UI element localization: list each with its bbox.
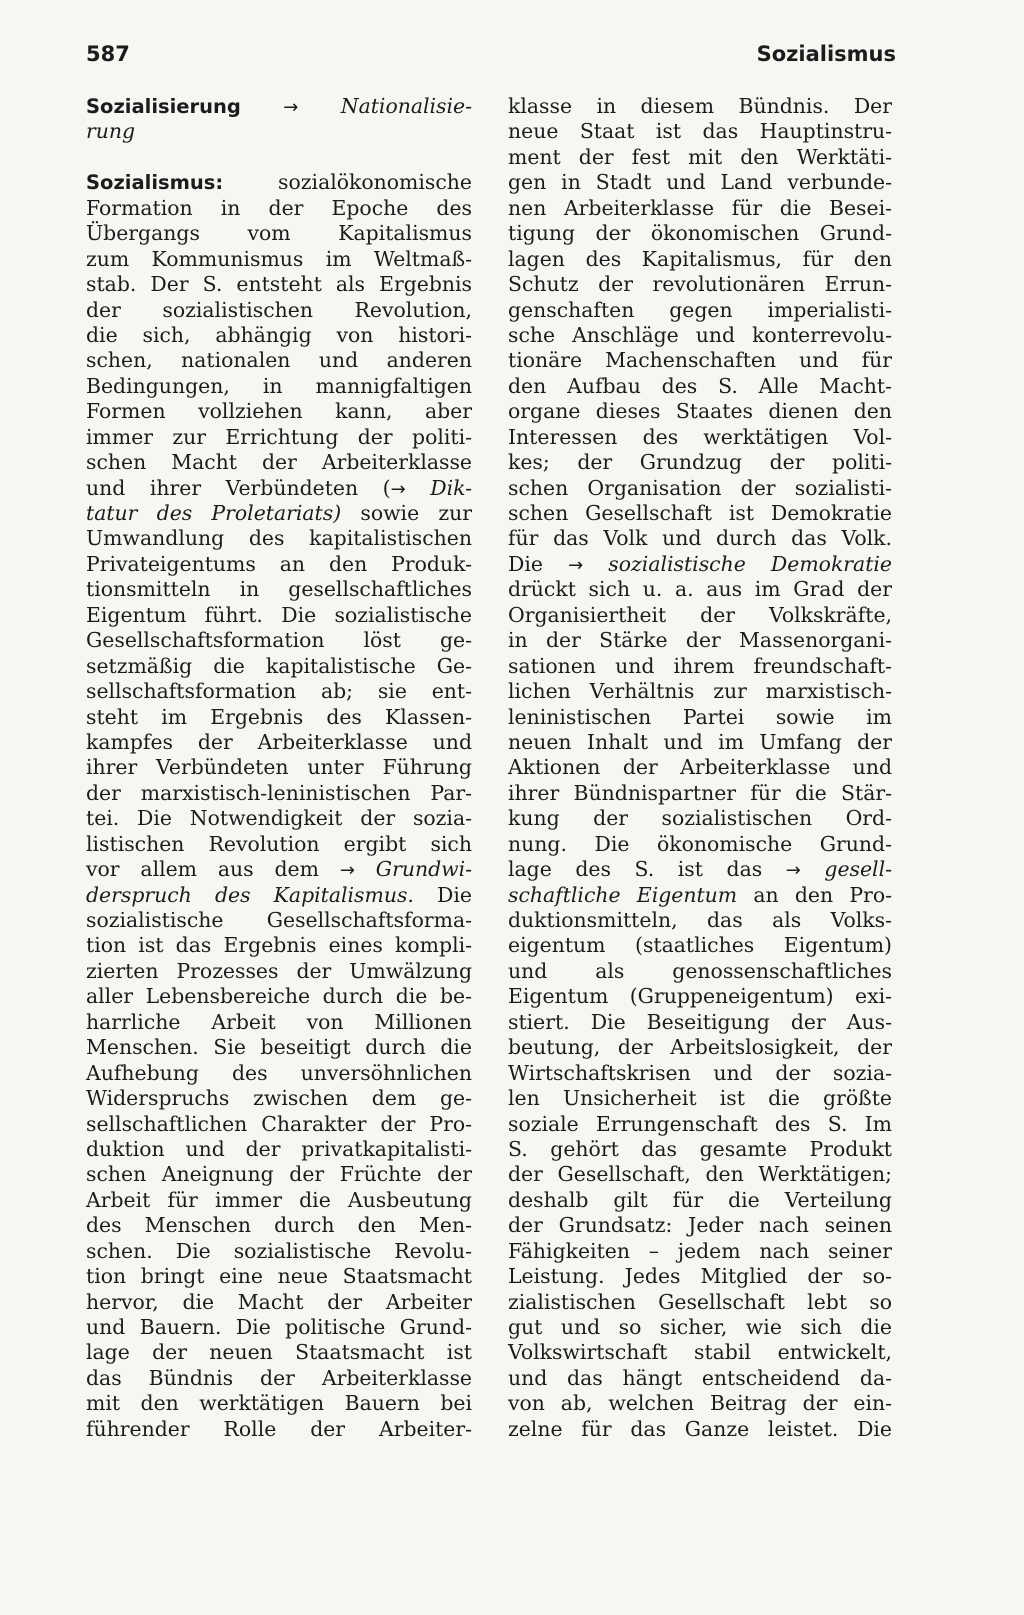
text-line <box>508 781 892 806</box>
text-segment: Volkswirtschaft stabil entwickelt, <box>508 1340 892 1365</box>
text-segment: stab. Der S. entsteht als Ergebnis <box>86 272 472 297</box>
text-line <box>86 552 472 577</box>
text-line <box>86 1340 472 1365</box>
text-line <box>86 1086 472 1111</box>
text-line <box>86 1366 472 1391</box>
text-segment: schen Aneignung der Früchte der <box>86 1162 472 1187</box>
text-segment: kampfes der Arbeiterklasse und <box>86 729 472 754</box>
text-segment: der sozialistischen Revolution, <box>86 297 472 322</box>
cross-reference-term: derspruch des Kapitalismus. <box>86 882 414 907</box>
text-segment: Widerspruchs zwischen dem ge- <box>86 1086 472 1111</box>
text-line <box>508 1213 892 1238</box>
text-line <box>508 883 892 908</box>
text-line <box>86 450 472 475</box>
text-line <box>508 450 892 475</box>
text-segment: zierten Prozesses der Umwälzung <box>86 958 472 983</box>
text-segment: Privateigentums an den Produk- <box>86 551 472 576</box>
text-segment: an den Pro- <box>737 882 892 907</box>
text-segment: schen Organisation der sozialisti- <box>508 475 892 500</box>
text-segment: der Gesellschaft, den Werktätigen; <box>508 1162 892 1187</box>
text-line <box>508 323 892 348</box>
cross-reference-term: schaftliche Eigentum <box>508 882 738 907</box>
text-segment: Aktionen der Arbeiterklasse und <box>508 755 892 780</box>
text-line <box>508 1162 892 1187</box>
text-line <box>508 221 892 246</box>
text-line <box>508 247 892 272</box>
text-line <box>86 832 472 857</box>
text-line <box>508 577 892 602</box>
text-segment: tei. Die Notwendigkeit der sozia- <box>86 806 472 831</box>
text-segment: duktionsmitteln, das als Volks- <box>508 908 892 932</box>
text-line <box>86 908 472 933</box>
entry-headword: Sozialisierung <box>86 95 241 118</box>
text-segment: Arbeit für immer die Ausbeutung <box>86 1187 472 1212</box>
text-line <box>508 1010 892 1035</box>
text-line <box>86 933 472 958</box>
page-number: 587 <box>86 42 130 66</box>
cross-reference-arrow-icon: → <box>785 860 801 882</box>
text-segment: Die <box>508 551 569 576</box>
text-line <box>508 628 892 653</box>
paragraph-gap <box>86 145 472 170</box>
text-segment: neue Staat ist das Hauptinstru- <box>508 119 892 144</box>
text-line <box>86 526 472 551</box>
text-segment: zelne für das Ganze leistet. Die <box>508 1416 892 1441</box>
text-segment: organe dieses Staates dienen den <box>508 399 892 424</box>
text-segment: zum Kommunismus im Weltmaß- <box>86 246 472 271</box>
text-segment: gut und so sicher, wie sich die <box>508 1315 892 1339</box>
text-segment: lagen des Kapitalismus, für den <box>508 246 892 271</box>
text-segment: sowie zur <box>341 501 472 525</box>
text-line <box>86 272 472 297</box>
text-line <box>86 959 472 984</box>
text-line <box>86 679 472 704</box>
cross-reference-arrow-icon: → <box>390 478 406 500</box>
text-segment: schen Gesellschaft ist Demokratie <box>508 501 892 525</box>
text-line <box>508 1035 892 1060</box>
text-line <box>86 1137 472 1162</box>
text-line <box>86 730 472 755</box>
text-line <box>508 399 892 424</box>
text-line <box>508 984 892 1009</box>
text-segment: len Unsicherheit ist die größte <box>508 1086 892 1111</box>
text-segment: ihrer Verbündeten unter Führung <box>86 755 472 780</box>
text-segment: das Bündnis der Arbeiterklasse <box>86 1365 472 1390</box>
text-segment: Fähigkeiten – jedem nach seiner <box>508 1238 892 1263</box>
text-segment: Umwandlung des kapitalistischen <box>86 526 472 551</box>
text-segment: sozialistische Gesellschaftsforma- <box>86 908 472 932</box>
text-segment: Formation in der Epoche des <box>86 195 472 220</box>
text-segment: des Menschen durch den Men- <box>86 1213 472 1238</box>
text-segment: nen Arbeiterklasse für die Besei- <box>508 195 892 220</box>
text-line <box>86 348 472 373</box>
text-segment: Eigentum (Gruppeneigentum) exi- <box>508 984 892 1009</box>
text-segment: Leistung. Jedes Mitglied der so- <box>508 1264 892 1289</box>
right-text-column <box>508 94 892 1442</box>
text-line <box>508 1264 892 1289</box>
text-segment: Wirtschaftskrisen und der sozia- <box>508 1060 892 1085</box>
text-line <box>508 908 892 933</box>
text-segment: leninistischen Partei sowie im <box>508 704 892 729</box>
cross-reference-term: rung <box>86 119 136 144</box>
text-line <box>508 272 892 297</box>
text-segment: sellschaftlichen Charakter der Pro- <box>86 1111 472 1136</box>
cross-reference-arrow-icon: → <box>240 97 341 118</box>
text-line <box>508 1290 892 1315</box>
text-segment: und das hängt entscheidend da- <box>508 1365 892 1390</box>
text-segment: tion bringt eine neue Staatsmacht <box>86 1264 472 1289</box>
cross-reference-arrow-icon: → <box>339 860 355 882</box>
cross-reference-term: Grundwi- <box>354 857 473 882</box>
text-segment: stiert. Die Beseitigung der Aus- <box>508 1009 892 1034</box>
text-line <box>508 857 892 882</box>
text-line <box>508 1061 892 1086</box>
text-line <box>508 755 892 780</box>
text-line <box>508 1086 892 1111</box>
text-segment: setzmäßig die kapitalistische Ge- <box>86 653 472 678</box>
text-segment: aller Lebensbereiche durch die be- <box>86 984 472 1009</box>
text-segment: beutung, der Arbeitslosigkeit, der <box>508 1035 892 1060</box>
text-line <box>86 501 472 526</box>
text-line <box>86 1188 472 1213</box>
text-segment: deshalb gilt für die Verteilung <box>508 1187 892 1212</box>
text-line <box>86 781 472 806</box>
text-line <box>86 755 472 780</box>
text-segment: hervor, die Macht der Arbeiter <box>86 1289 472 1314</box>
text-segment: schen Macht der Arbeiterklasse <box>86 450 472 475</box>
text-line <box>508 705 892 730</box>
text-segment: den Aufbau des S. Alle Macht- <box>508 373 892 398</box>
text-segment: und ihrer Verbündeten ( <box>86 475 391 500</box>
text-segment: soziale Errungenschaft des S. Im <box>508 1111 892 1136</box>
text-segment: Die <box>413 882 472 907</box>
text-line <box>86 857 472 882</box>
text-line <box>508 374 892 399</box>
text-segment: sozialökonomische <box>223 170 472 195</box>
text-segment: zialistischen Gesellschaft lebt so <box>508 1289 892 1314</box>
text-line <box>86 1391 472 1416</box>
text-segment: sellschaftsformation ab; sie ent- <box>86 679 472 704</box>
text-line <box>86 577 472 602</box>
text-segment: lage der neuen Staatsmacht ist <box>86 1340 472 1365</box>
text-line <box>86 1290 472 1315</box>
text-line <box>508 348 892 373</box>
text-line <box>86 1315 472 1340</box>
text-segment: steht im Ergebnis des Klassen- <box>86 704 472 729</box>
text-line <box>86 628 472 653</box>
text-segment: Interessen des werktätigen Vol- <box>508 424 892 449</box>
text-segment: tion ist das Ergebnis eines kompli- <box>86 933 472 958</box>
text-segment: und als genossenschaftliches <box>508 958 892 983</box>
text-line <box>86 1162 472 1187</box>
text-segment: Gesellschaftsformation löst ge- <box>86 628 472 653</box>
text-segment: lichen Verhältnis zur marxistisch- <box>508 679 892 704</box>
text-segment: der Grundsatz: Jeder nach seinen <box>508 1213 892 1238</box>
entry-headword: Sozialismus: <box>86 171 224 195</box>
text-line <box>508 298 892 323</box>
text-line <box>508 603 892 628</box>
text-segment: für das Volk und durch das Volk. <box>508 526 892 551</box>
text-segment: kung der sozialistischen Ord- <box>508 806 892 831</box>
text-segment: klasse in diesem Bündnis. Der <box>508 94 892 118</box>
text-line <box>86 476 472 501</box>
text-line <box>86 1010 472 1035</box>
text-line <box>86 1239 472 1264</box>
text-line <box>508 959 892 984</box>
cross-reference-term: gesell- <box>800 857 892 882</box>
text-segment: nung. Die ökonomische Grund- <box>508 831 892 856</box>
text-line <box>86 1264 472 1289</box>
text-line <box>86 374 472 399</box>
text-segment: listischen Revolution ergibt sich <box>86 831 472 856</box>
text-segment: neuen Inhalt und im Umfang der <box>508 729 892 754</box>
text-line <box>86 94 472 119</box>
text-line <box>86 399 472 424</box>
text-segment: sationen und ihrem freundschaft- <box>508 653 892 678</box>
text-line <box>86 298 472 323</box>
text-line <box>86 170 472 195</box>
text-line <box>508 94 892 119</box>
text-segment: tionsmitteln in gesellschaftliches <box>86 577 472 602</box>
text-segment: S. gehört das gesamte Produkt <box>508 1136 892 1161</box>
text-line <box>86 1417 472 1442</box>
text-line <box>86 221 472 246</box>
text-line <box>508 1340 892 1365</box>
text-line <box>508 1137 892 1162</box>
text-segment: eigentum (staatliches Eigentum) <box>508 933 892 958</box>
text-line <box>86 984 472 1009</box>
text-line <box>86 1035 472 1060</box>
text-segment: von ab, welchen Beitrag der ein- <box>508 1391 892 1416</box>
text-segment: tigung der ökonomischen Grund- <box>508 221 892 246</box>
text-segment: Organisiertheit der Volkskräfte, <box>508 602 892 627</box>
text-segment: vor allem aus dem <box>86 857 340 882</box>
text-line <box>86 705 472 730</box>
text-segment: und Bauern. Die politische Grund- <box>86 1315 472 1339</box>
text-line <box>508 679 892 704</box>
text-segment: drückt sich u. a. aus im Grad der <box>508 577 892 602</box>
text-segment: lage des S. ist das <box>508 857 786 882</box>
text-line <box>508 654 892 679</box>
text-segment: mit den werktätigen Bauern bei <box>86 1391 472 1416</box>
running-head: Sozialismus <box>756 42 896 66</box>
text-segment: tionäre Machenschaften und für <box>508 348 892 373</box>
text-segment: in der Stärke der Massenorgani- <box>508 628 892 653</box>
text-line <box>508 1188 892 1213</box>
text-line <box>508 1315 892 1340</box>
text-segment: Schutz der revolutionären Errun- <box>508 272 892 297</box>
text-line <box>508 1366 892 1391</box>
text-segment: Aufhebung des unversöhnlichen <box>86 1060 472 1085</box>
text-segment: duktion und der privatkapitalisti- <box>86 1136 472 1161</box>
text-segment: kes; der Grundzug der politi- <box>508 450 892 475</box>
text-segment: genschaften gegen imperialisti- <box>508 297 892 322</box>
text-segment: schen, nationalen und anderen <box>86 348 472 373</box>
text-segment: Formen vollziehen kann, aber <box>86 399 472 424</box>
text-line <box>508 425 892 450</box>
text-line <box>508 526 892 551</box>
text-line <box>508 476 892 501</box>
text-segment: Menschen. Sie beseitigt durch die <box>86 1035 472 1060</box>
text-line <box>86 323 472 348</box>
text-line <box>508 170 892 195</box>
text-line <box>86 425 472 450</box>
text-line <box>508 1112 892 1137</box>
cross-reference-term: Nationalisie- <box>340 94 472 118</box>
text-line <box>508 1391 892 1416</box>
text-segment: harrliche Arbeit von Millionen <box>86 1009 472 1034</box>
text-segment: immer zur Errichtung der politi- <box>86 424 472 449</box>
text-line <box>86 654 472 679</box>
text-line <box>86 806 472 831</box>
text-segment: die sich, abhängig von histori- <box>86 322 472 347</box>
text-line <box>508 806 892 831</box>
text-line <box>86 1061 472 1086</box>
cross-reference-term: sozialistische Demokratie <box>583 551 892 576</box>
text-line <box>86 1213 472 1238</box>
text-line <box>508 730 892 755</box>
text-line <box>86 603 472 628</box>
cross-reference-term: tatur des Proletariats) <box>86 501 342 525</box>
text-segment: führender Rolle der Arbeiter- <box>86 1416 472 1441</box>
text-line <box>508 1417 892 1442</box>
text-line <box>508 119 892 144</box>
text-segment: der marxistisch-leninistischen Par- <box>86 780 472 805</box>
text-line <box>86 1112 472 1137</box>
text-line <box>508 501 892 526</box>
text-line <box>508 1239 892 1264</box>
text-line <box>508 196 892 221</box>
cross-reference-term: Dik- <box>405 475 472 500</box>
left-text-column <box>86 94 472 1442</box>
text-segment: Übergangs vom Kapitalismus <box>86 221 472 246</box>
text-line <box>508 145 892 170</box>
text-segment: ihrer Bündnispartner für die Stär- <box>508 780 892 805</box>
text-line <box>86 883 472 908</box>
text-segment: ment der fest mit den Werktäti- <box>508 144 892 169</box>
text-line <box>86 119 472 144</box>
text-segment: gen in Stadt und Land verbunde- <box>508 170 892 195</box>
cross-reference-arrow-icon: → <box>568 554 584 576</box>
text-segment: sche Anschläge und konterrevolu- <box>508 322 892 347</box>
text-line <box>86 196 472 221</box>
text-line <box>508 552 892 577</box>
text-line <box>86 247 472 272</box>
text-segment: Bedingungen, in mannigfaltigen <box>86 373 472 398</box>
text-line <box>508 933 892 958</box>
text-segment: Eigentum führt. Die sozialistische <box>86 602 472 627</box>
text-segment: schen. Die sozialistische Revolu- <box>86 1238 472 1263</box>
text-line <box>508 832 892 857</box>
